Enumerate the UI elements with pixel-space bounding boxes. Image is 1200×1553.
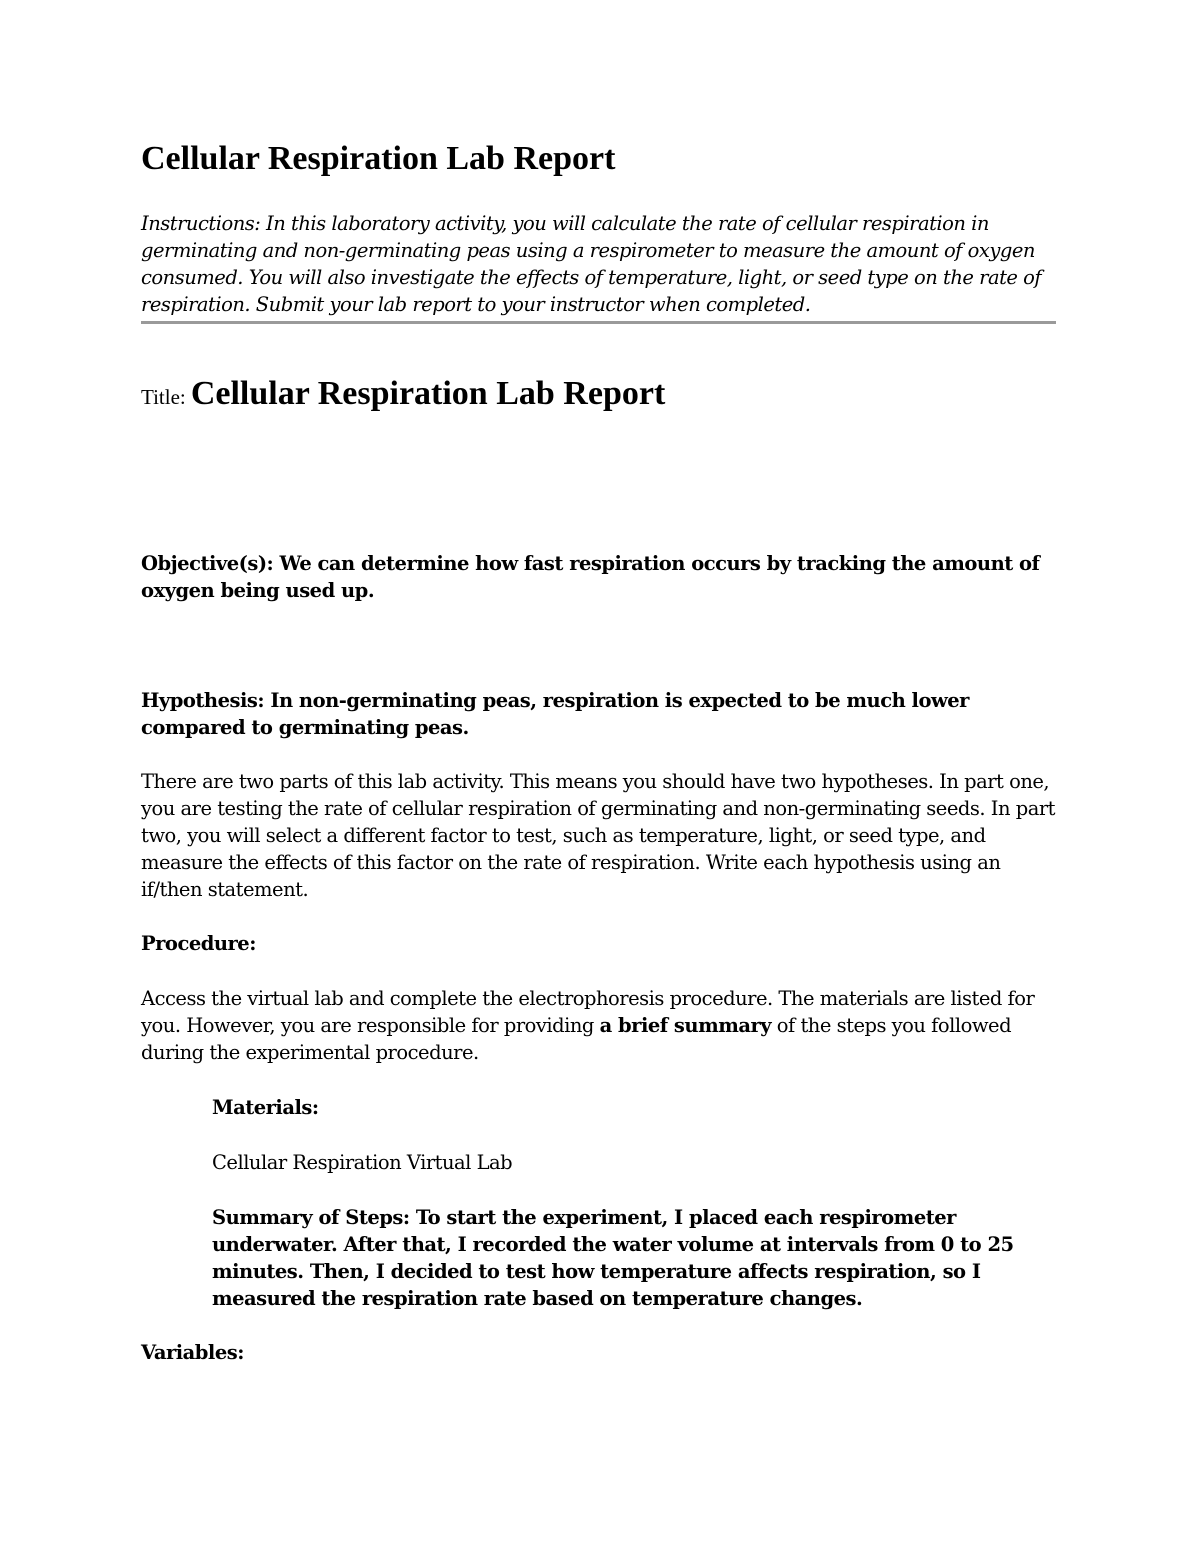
procedure-text-after: of the steps you followed during the experimental procedure. (141, 1014, 1012, 1064)
hypothesis-text: Hypothesis: In non-germinating peas, respiration is expected to be much lower compared to germinating peas. (141, 689, 969, 739)
variables-heading: Variables: (141, 1341, 244, 1364)
procedure-text-before: Access the virtual lab and complete the electrophoresis procedure. The materials are listed for you. However, you are responsible for providing (141, 987, 1035, 1037)
title-label: Title: (141, 385, 186, 409)
document-heading: Cellular Respiration Lab Report (141, 140, 616, 177)
parts-note-text: There are two parts of this lab activity. This means you should have two hypotheses. In part one, you are testing the rate of cellular respiration of germinating and non-germinating seeds. In part two, you will select a different factor to test, such as temperature, light, or seed type, and measure the effects of this factor on the rate of respiration. Write each hypothesis using an if/then statement. (141, 770, 1055, 901)
objective-text: Objective(s): We can determine how fast respiration occurs by tracking the amount of oxygen being used up. (141, 552, 1040, 602)
procedure-text-bold: a brief summary (599, 1014, 772, 1037)
materials-item: Cellular Respiration Virtual Lab (212, 1151, 513, 1174)
title-line (141, 375, 665, 413)
procedure-heading: Procedure: (141, 932, 256, 955)
materials-heading: Materials: (212, 1096, 319, 1119)
instructions-text: Instructions: In this laboratory activity, you will calculate the rate of cellular respiration in germinating and non-germinating peas using a respirometer to measure the amount of oxygen consumed. You will also investigate the effects of temperature, light, or seed type on the rate of respiration. Submit your lab report to your instructor when completed. (141, 210, 1056, 324)
summary-of-steps-text: Summary of Steps: To start the experiment, I placed each respirometer underwater. After that, I recorded the water volume at intervals from 0 to 25 minutes. Then, I decided to test how temperature affects respiration, so I measured the respiration rate based on temperature changes. (212, 1206, 1014, 1310)
title-value: Cellular Respiration Lab Report (190, 375, 666, 412)
procedure-text (141, 985, 1061, 1066)
